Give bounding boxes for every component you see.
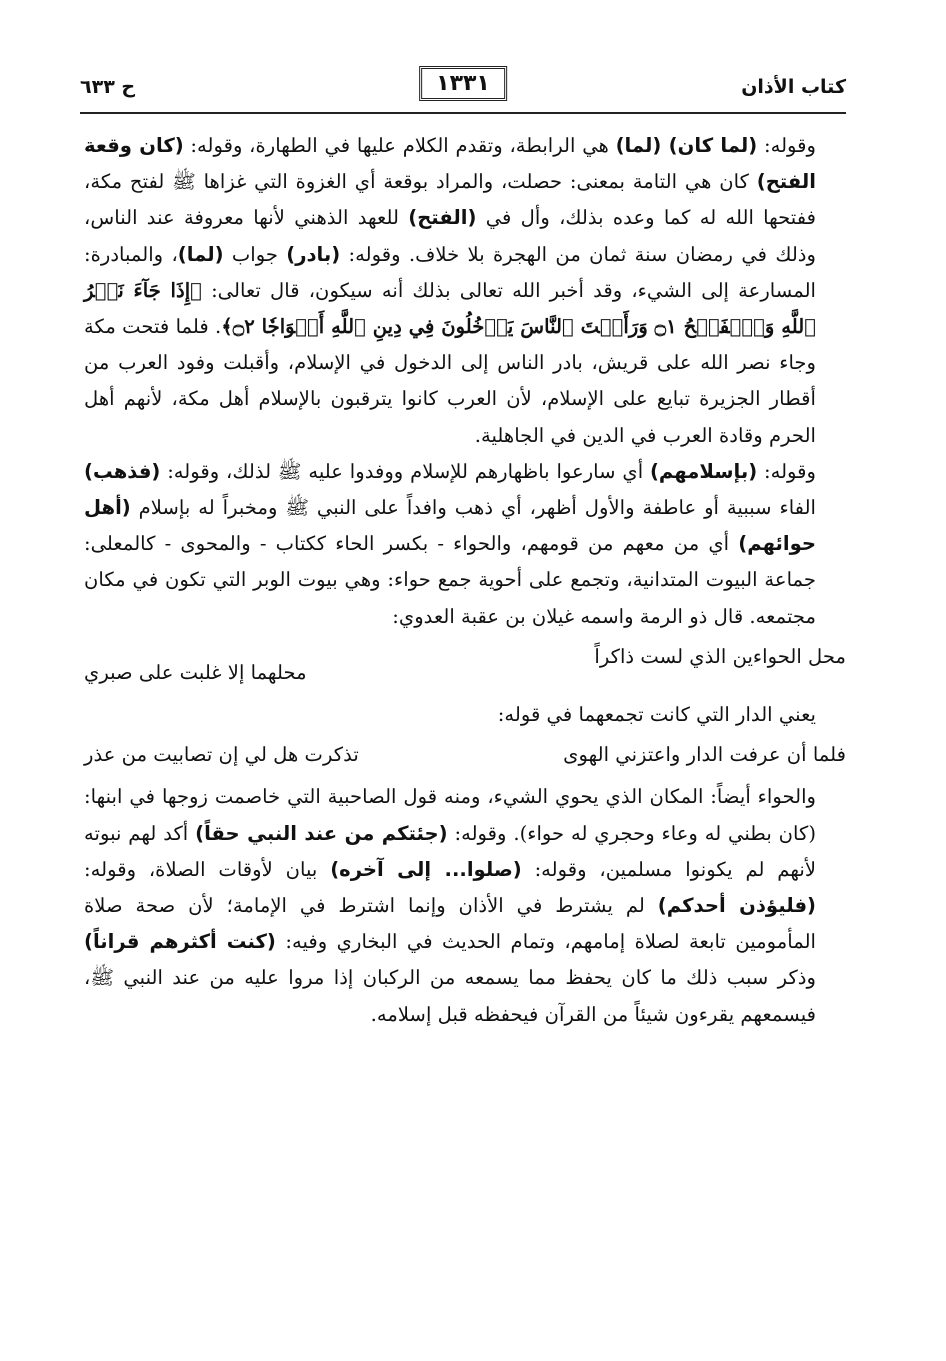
bold-term: (لما)	[177, 242, 224, 266]
bold-term: (بإسلامهم)	[649, 459, 758, 483]
verse-first-hemistich: محل الحواءين الذي لست ذاكراً	[594, 644, 846, 668]
verse-second-hemistich: تذكرت هل لي إن تصابيت من عذر	[84, 743, 359, 767]
bold-term: (بادر)	[286, 242, 341, 266]
bold-term: (الفتح)	[408, 206, 477, 230]
hadith-reference: ح ٦٣٣	[80, 76, 136, 98]
bold-term: (كان وقعة الفتح)	[84, 134, 816, 194]
quran-verse: ﴿إِذَا جَآءَ نَصۡرُ ٱللَّهِ وَٱلۡفَتۡحُ ۝١ وَرَأَيۡتَ ٱلنَّاسَ يَدۡخُلُونَ فِي دِينِ ٱللَّهِ أَفۡوَاجٗا ۝٢﴾	[84, 278, 816, 339]
paragraph-3: يعني الدار التي كانت تجمعهما في قوله:	[497, 703, 816, 727]
bold-term: (كنت أكثرهم قراناً)	[84, 930, 276, 954]
paragraph-2: وقوله: (بإسلامهم) أي سارعوا باظهارهم للإسلام ووفدوا عليه ﷺ لذلك، وقوله: (فذهب) الفاء سببية أو عاطفة والأول أظهر، أي ذهب وافداً على النبي ﷺ ومخبراً له بإسلام (أهل حوائهم) أي من معهم من قومهم، والحواء - بكسر الحاء ككتاب - والمحوى - كالمعلى: جماعة البيوت المتدانية، وتجمع على أحوية جمع حواء: وهي بيوت الوبر التي تكون في مكان مجتمعه. قال ذو الرمة واسمه غيلان بن عقبة العدوي:	[84, 459, 816, 628]
verse-first-hemistich: فلما أن عرفت الدار واعتزني الهوى	[563, 743, 846, 767]
page-number: ١٣٣١	[419, 66, 507, 101]
bold-term: (لما كان) (لما)	[615, 134, 758, 157]
bold-term: (صلوا... إلى آخره)	[330, 857, 522, 881]
verse-second-hemistich: محلهما إلا غلبت على صبري	[84, 660, 307, 684]
paragraph-1: وقوله: (لما كان) (لما) هي الرابطة، وتقدم الكلام عليها في الطهارة، وقوله: (كان وقعة الفتح) كان هي التامة بمعنى: حصلت، والمراد بوقعة أي الغزوة التي غزاها ﷺ لفتح مكة، ففتحها الله له كما وعده بذلك، وأل في (الفتح) للعهد الذهني لأنها معروفة عند الناس، وذلك في رمضان سنة ثمان من الهجرة بلا خلاف. وقوله: (بادر) جواب (لما)، والمبادرة: المسارعة إلى الشيء، وقد أخبر الله تعالى بذلك أنه سيكون، قال تعالى: ﴿إِذَا جَآءَ نَصۡرُ ٱللَّهِ وَٱلۡفَتۡحُ ۝١ وَرَأَيۡتَ ٱلنَّاسَ يَدۡخُلُونَ فِي دِينِ ٱللَّهِ أَفۡوَاجٗا ۝٢﴾. فلما فتحت مكة وجاء نصر الله على قريش، بادر الناس إلى الدخول في الإسلام، وأقبلت وفود العرب من أقطار الجزيرة تبايع على الإسلام، لأن العرب كانوا يترقبون بالإسلام أهل مكة، لأنهم أهل الحرم وقادة العرب في الدين في الجاهلية.	[84, 134, 817, 447]
page-body	[84, 128, 846, 1033]
page-header	[80, 62, 846, 114]
paragraph-4: والحواء أيضاً: المكان الذي يحوي الشيء، ومنه قول الصاحبية التي خاصمت زوجها في ابنها: (كان بطني له وعاء وحجري له حواء). وقوله: (جئتكم من عند النبي حقاً) أكد لهم نبوته لأنهم لم يكونوا مسلمين، وقوله: (صلوا... إلى آخره) بيان لأوقات الصلاة، وقوله: (فليؤذن أحدكم) لم يشترط في الأذان وإنما اشترط في الإمامة؛ لأن صحة صلاة المأمومين تابعة لصلاة إمامهم، وتمام الحديث في البخاري وفيه: (كنت أكثرهم قراناً) وذكر سبب ذلك ما كان يحفظ مما يسمعه من الركبان إذا مروا عليه من عند النبي ﷺ، فيسمعهم يقرءون شيئاً من القرآن فيحفظه قبل إسلامه.	[84, 785, 817, 1026]
bold-term: (جئتكم من عند النبي حقاً)	[195, 821, 448, 845]
bold-term: (أهل حوائهم)	[84, 496, 816, 556]
header-rule	[80, 112, 846, 114]
book-title: كتاب الأذان	[741, 76, 846, 98]
bold-term: (فذهب)	[84, 459, 161, 483]
poem-verse-1	[84, 639, 846, 691]
poem-verse-2	[84, 737, 846, 773]
bold-term: (فليؤذن أحدكم)	[657, 894, 816, 918]
